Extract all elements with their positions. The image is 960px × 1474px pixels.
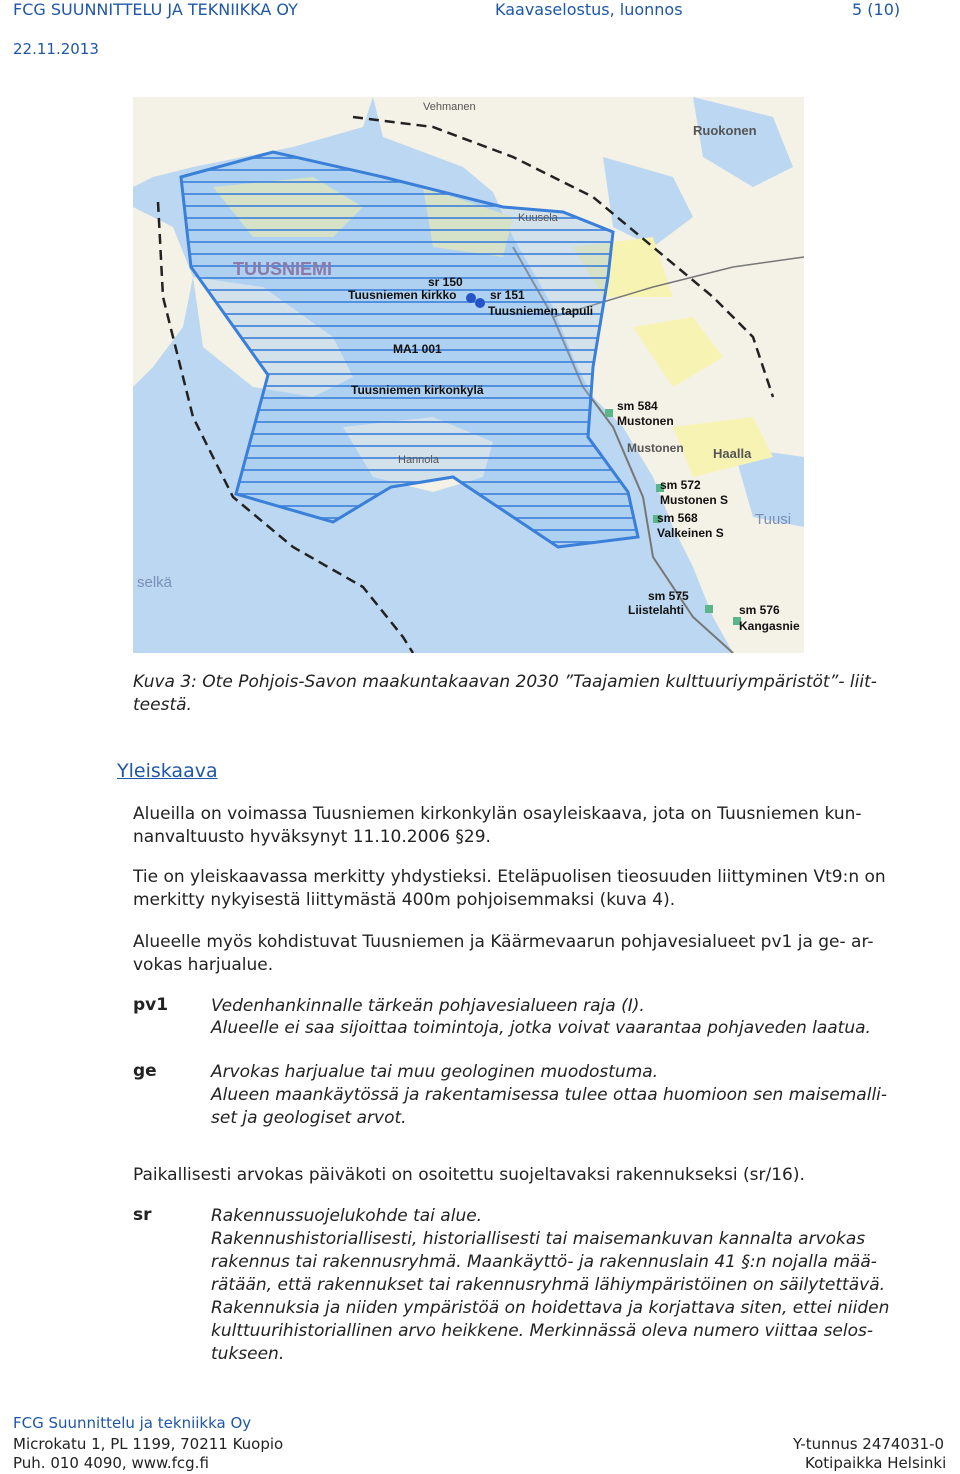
- footer-address: Microkatu 1, PL 1199, 70211 Kuopio: [13, 1435, 284, 1453]
- map-label-haalla: Haalla: [713, 446, 752, 461]
- term-sr: sr: [133, 1205, 152, 1225]
- map-label-kirkonkyla: Tuusniemen kirkonkylä: [351, 383, 484, 397]
- map-label-sm576-code: sm 576: [739, 603, 780, 617]
- map-label-sm575-code: sm 575: [648, 589, 689, 603]
- map-label-tuus: Tuusi: [755, 511, 792, 528]
- map-label-sr151-name: Tuusniemen tapuli: [488, 304, 594, 318]
- map-label-sm584-name: Mustonen: [617, 414, 674, 428]
- definition-ge-line-2: Alueen maankäytössä ja rakentamisessa tulee ottaa huomioon sen maisemalli-: [211, 1085, 888, 1105]
- header-date: 22.11.2013: [13, 40, 99, 58]
- map-label-selka: selkä: [137, 574, 173, 591]
- footer-ytunnus: Y-tunnus 2474031-0: [793, 1435, 945, 1453]
- map-label-sr150-name: Tuusniemen kirkko: [348, 288, 457, 302]
- footer-seat: Kotipaikka Helsinki: [805, 1454, 947, 1472]
- definition-sr-line-4: rätään, että rakennukset tai rakennusryhmä lähiympäristöinen on säilytettävä.: [211, 1275, 886, 1295]
- paragraph-4: Paikallisesti arvokas päiväkoti on osoitettu suojeltavaksi rakennukseksi (sr/16).: [133, 1165, 805, 1185]
- map-label-ma1: MA1 001: [393, 342, 442, 356]
- definition-pv1-line-1: Vedenhankinnalle tärkeän pohjavesialueen raja (I).: [211, 996, 645, 1016]
- map-label-sm584-code: sm 584: [617, 399, 658, 413]
- map-label-sm572-name: Mustonen S: [660, 493, 728, 507]
- paragraph-2-line-1: Tie on yleiskaavassa merkitty yhdystieksi. Eteläpuolisen tieosuuden liittyminen Vt9:n on: [133, 867, 886, 887]
- paragraph-3-line-2: vokas harjualue.: [133, 955, 274, 975]
- map-label-sm568-name: Valkeinen S: [657, 526, 724, 540]
- definition-ge-line-3: set ja geologiset arvot.: [211, 1108, 407, 1128]
- map-label-sm576-name: Kangasnie: [739, 619, 800, 633]
- map-marker-sm584: [605, 409, 613, 417]
- definition-sr-line-2: Rakennushistoriallisesti, historiallisesti tai maisemankuvan kannalta arvokas: [211, 1229, 866, 1249]
- map-marker-sr151: [475, 298, 485, 308]
- map-label-hannola: Hannola: [398, 454, 439, 466]
- map-label-mustonen: Mustonen: [627, 441, 684, 455]
- term-pv1: pv1: [133, 995, 169, 1015]
- footer-phone: Puh. 010 4090, www.fcg.fi: [13, 1454, 209, 1472]
- figure-caption: Kuva 3: Ote Pohjois-Savon maakuntakaavan 2030 ”Taajamien kulttuuriympäristöt”- liit-teestä.: [133, 672, 877, 715]
- paragraph-1-line-1: Alueilla on voimassa Tuusniemen kirkonkylän osayleiskaava, jota on Tuusniemen kun-: [133, 804, 862, 824]
- paragraph-1-line-2: nanvaltuusto hyväksynyt 11.10.2006 §29.: [133, 827, 491, 847]
- map-label-sm575-name: Liistelahti: [628, 603, 685, 617]
- definition-ge-line-1: Arvokas harjualue tai muu geologinen muodostuma.: [211, 1062, 659, 1082]
- definition-sr-line-1: Rakennussuojelukohde tai alue.: [211, 1206, 483, 1226]
- header-company: FCG SUUNNITTELU JA TEKNIIKKA OY: [13, 0, 298, 19]
- term-ge: ge: [133, 1061, 157, 1081]
- definition-sr-line-5: Rakennuksia ja niiden ympäristöä on hoidettava ja korjattava siten, ettei niiden: [211, 1298, 890, 1318]
- map-image: [133, 97, 804, 653]
- definition-sr-line-3: rakennus tai rakennusryhmä. Maankäyttö- ja rakennuslain 41 §:n nojalla mää-: [211, 1252, 877, 1272]
- definition-pv1-line-2: Alueelle ei saa sijoittaa toimintoja, jotka voivat vaarantaa pohjaveden laatua.: [211, 1018, 871, 1038]
- definition-sr-line-7: tukseen.: [211, 1344, 285, 1364]
- footer-company: FCG Suunnittelu ja tekniikka Oy: [13, 1414, 252, 1432]
- header-doc-type: Kaavaselostus, luonnos: [495, 0, 683, 19]
- map-label-tuusniemi: TUUSNIEMI: [233, 259, 332, 279]
- map-label-sr151-code: sr 151: [490, 288, 525, 302]
- paragraph-2-line-2: merkitty nykyisestä liittymästä 400m pohjoisemmaksi (kuva 4).: [133, 890, 676, 910]
- section-title: Yleiskaava: [117, 760, 218, 782]
- paragraph-3-line-1: Alueelle myös kohdistuvat Tuusniemen ja Käärmevaarun pohjavesialueet pv1 ja ge- ar-: [133, 932, 874, 952]
- map-label-sm568-code: sm 568: [657, 511, 698, 525]
- map-label-vehmanen: Vehmanen: [423, 101, 476, 113]
- map-label-ruokonen: Ruokonen: [693, 123, 757, 138]
- definition-sr-line-6: kulttuurihistoriallinen arvo heikkene. Merkinnässä oleva numero viittaa selos-: [211, 1321, 874, 1341]
- map-label-kuusela: Kuusela: [518, 212, 558, 224]
- map-label-sm572-code: sm 572: [660, 478, 701, 492]
- map-label-sr150-code: sr 150: [428, 275, 463, 289]
- map-marker-sr150: [466, 293, 476, 303]
- header-page-number: 5 (10): [852, 0, 901, 19]
- map-marker-sm575: [705, 605, 713, 613]
